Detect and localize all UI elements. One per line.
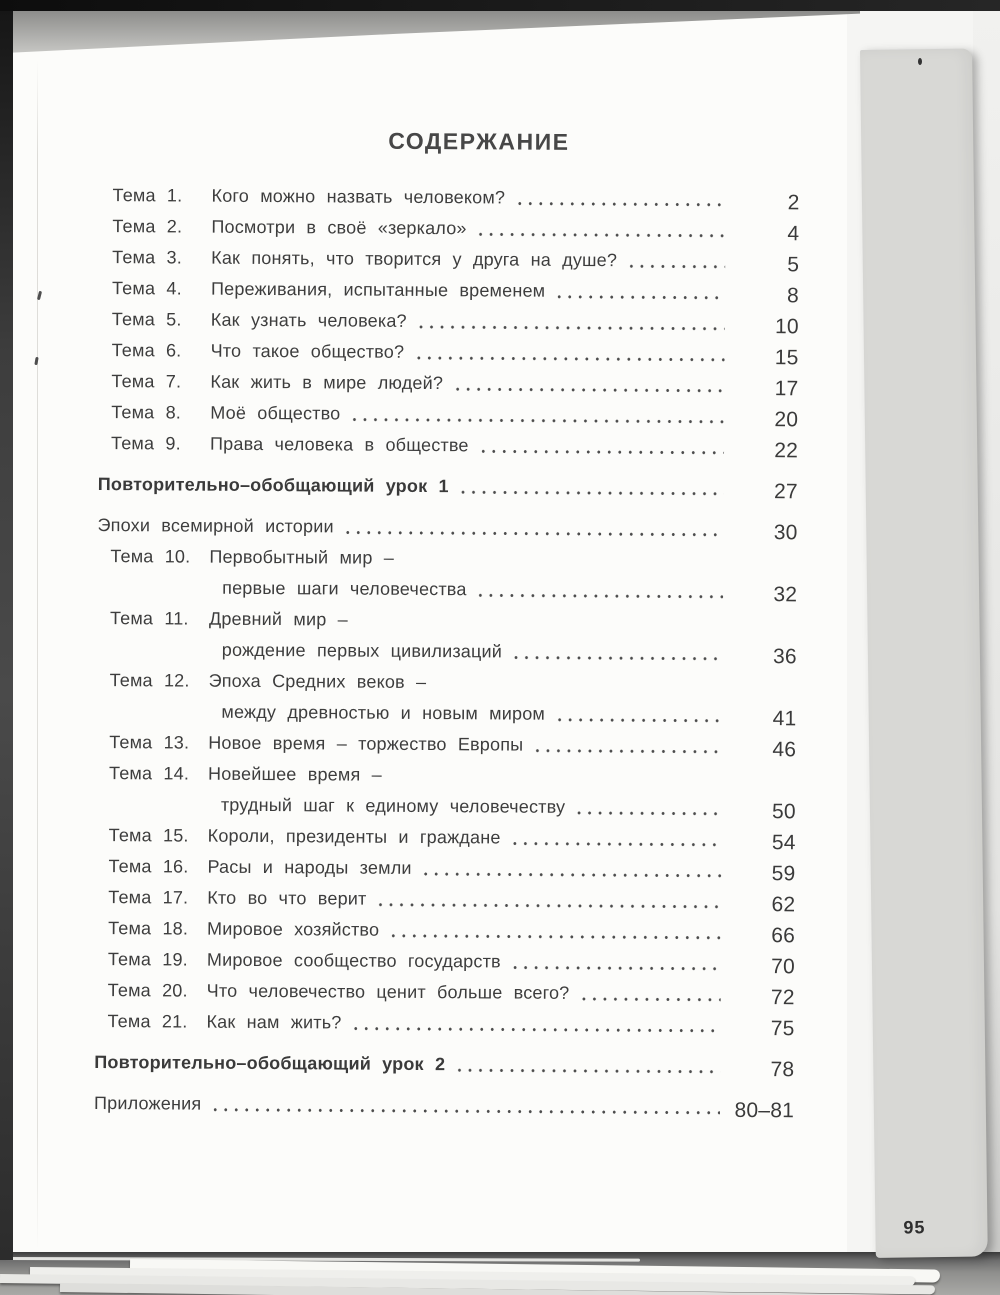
- toc-entry-number: Тема 14.: [108, 763, 190, 784]
- toc-entry-continuation: [97, 634, 797, 669]
- toc-entry-number: Тема 11.: [109, 608, 189, 629]
- toc-entry-page: 5: [787, 253, 800, 277]
- toc-entry: [99, 335, 799, 370]
- toc-entry-page: 80–81: [734, 1098, 795, 1123]
- toc-entry: [99, 211, 799, 246]
- underlying-page-edge: [860, 49, 988, 1258]
- toc-entry-page: 50: [771, 800, 796, 824]
- toc-entry: [97, 665, 797, 700]
- toc-entry-continuation: [97, 572, 797, 607]
- continuation-indent: [96, 696, 221, 728]
- dot-leader: [511, 656, 723, 661]
- toc-entry-title: трудный шаг к единому человечеству: [220, 794, 566, 817]
- toc-entry-page: 54: [771, 831, 796, 855]
- toc-entry-title: Как нам жить?: [206, 1011, 342, 1033]
- toc-entry-title: Эпохи всемирной истории: [97, 514, 334, 537]
- continuation-indent: [96, 789, 221, 821]
- dot-leader: [210, 1108, 720, 1115]
- toc-entry-title: между древностью и новым миром: [221, 701, 546, 724]
- toc-entry-title: Расы и народы земли: [207, 856, 412, 878]
- page-number: 95: [903, 1217, 926, 1238]
- toc-entry-page: 22: [774, 439, 799, 463]
- toc-entry: [95, 975, 795, 1010]
- dot-leader: [574, 811, 722, 816]
- toc-entry-number: Тема 10.: [110, 546, 191, 567]
- toc-entry-title: Права человека в обществе: [210, 433, 469, 456]
- toc-entry-page: 59: [771, 862, 796, 886]
- toc-entry-title: Новое время – торжество Европы: [208, 732, 524, 755]
- toc-entry-title: Повторительно–обобщающий урок 2: [94, 1051, 446, 1075]
- toc-entry-title: Что человечество ценит больше всего?: [206, 980, 570, 1003]
- toc-entry-title: Как жить в мире людей?: [210, 371, 444, 394]
- toc-entry-number: Тема 2.: [112, 216, 183, 237]
- toc-entry-page: 70: [771, 955, 795, 979]
- dot-leader: [478, 449, 724, 455]
- toc-content: [94, 126, 800, 1123]
- toc-entry-title: Моё общество: [210, 402, 341, 424]
- toc-entry-title: Кто во что верит: [207, 887, 367, 909]
- toc-entry-page: 72: [770, 986, 795, 1010]
- toc-entry-title: Повторительно–обобщающий урок 1: [97, 473, 449, 497]
- toc-entry: [95, 851, 795, 886]
- scanner-edge-left: [0, 0, 13, 1260]
- toc-entry: [94, 1006, 794, 1041]
- toc-entry-title: Посмотри в своё «зеркало»: [211, 216, 467, 239]
- toc-entry-page: 36: [772, 645, 797, 669]
- toc-entry-title: Мировое сообщество государств: [206, 949, 501, 972]
- continuation-indent: [97, 572, 222, 604]
- toc-entry-number: Тема 21.: [107, 1011, 188, 1032]
- toc-entry-title: Что такое общество?: [210, 340, 405, 362]
- toc-entry-page: 30: [773, 521, 798, 545]
- toc-entry-page: 10: [774, 315, 799, 339]
- continuation-indent: [97, 634, 222, 666]
- dot-leader: [343, 530, 724, 536]
- dot-leader: [578, 997, 720, 1002]
- toc-entry: [99, 180, 799, 215]
- toc-entry: [98, 428, 798, 463]
- dot-leader: [421, 872, 722, 878]
- toc-entry: [96, 727, 796, 762]
- dot-leader: [626, 264, 725, 269]
- toc-entry-number: Тема 5.: [111, 309, 182, 330]
- dot-leader: [514, 202, 725, 207]
- toc-entry-continuation: [96, 789, 796, 824]
- dot-leader: [510, 966, 721, 971]
- scanner-edge-top: [0, 0, 1000, 11]
- toc-entry-page: 4: [787, 222, 800, 246]
- toc-entry-page: 66: [771, 924, 796, 948]
- dot-leader: [476, 232, 726, 238]
- toc-entry: [98, 469, 798, 504]
- toc-entry-page: 62: [771, 893, 796, 917]
- toc-entry-title: первые шаги человечества: [222, 577, 467, 600]
- dot-leader: [375, 903, 721, 909]
- toc-entry-number: Тема 20.: [107, 980, 188, 1001]
- toc-entry-number: Тема 3.: [112, 247, 183, 268]
- page-title: СОДЕРЖАНИЕ: [388, 127, 570, 155]
- dot-leader: [452, 387, 724, 393]
- toc-entry-page: 17: [774, 377, 799, 401]
- toc-entry: [97, 541, 797, 576]
- toc-entry-number: Тема 8.: [111, 402, 182, 423]
- toc-entry-page: 41: [772, 707, 797, 731]
- toc-entry-title: Мировое хозяйство: [207, 918, 380, 940]
- dot-leader: [532, 749, 722, 754]
- toc-entry-page: 2: [787, 191, 800, 215]
- toc-entry-page: 27: [773, 480, 798, 504]
- page-crease-line: [37, 60, 38, 1250]
- toc-entry: [99, 242, 799, 277]
- dot-leader: [454, 1068, 720, 1074]
- dot-leader: [416, 325, 725, 331]
- toc-entry: [94, 1047, 794, 1082]
- toc-entry-title: Эпоха Средних веков –: [208, 670, 427, 693]
- toc-entry: [97, 603, 797, 638]
- toc-entry: [98, 366, 798, 401]
- toc-list: [94, 180, 800, 1123]
- toc-entry-page: 15: [774, 346, 799, 370]
- toc-entry: [95, 882, 795, 917]
- toc-entry: [94, 1088, 794, 1123]
- toc-entry-title: Кого можно назвать человеком?: [211, 185, 506, 208]
- toc-entry-continuation: [96, 696, 796, 731]
- toc-entry-number: Тема 7.: [111, 371, 182, 392]
- toc-entry: [99, 304, 799, 339]
- toc-entry-page: 32: [773, 583, 798, 607]
- dot-leader: [510, 842, 722, 847]
- toc-entry: [98, 397, 798, 432]
- toc-entry-number: Тема 13.: [109, 732, 190, 753]
- toc-entry-number: Тема 18.: [108, 918, 189, 939]
- dot-leader: [351, 1027, 721, 1033]
- toc-entry-title: Новейшее время –: [207, 763, 382, 785]
- toc-entry-title: Приложения: [93, 1092, 202, 1114]
- toc-entry-number: Тема 16.: [108, 856, 189, 877]
- dot-leader: [349, 418, 724, 424]
- toc-entry: [96, 758, 796, 793]
- toc-entry-number: Тема 1.: [112, 185, 183, 206]
- dot-leader: [458, 490, 724, 496]
- dot-leader: [388, 934, 721, 940]
- toc-entry: [97, 510, 797, 545]
- toc-entry-number: Тема 15.: [108, 825, 189, 846]
- toc-entry-number: Тема 17.: [108, 887, 189, 908]
- scan-speck: [918, 58, 922, 65]
- toc-entry: [96, 820, 796, 855]
- toc-entry: [95, 944, 795, 979]
- toc-entry-page: 20: [774, 408, 799, 432]
- toc-entry-number: Тема 6.: [111, 340, 182, 361]
- toc-entry-title: Первобытный мир –: [209, 546, 395, 568]
- toc-entry-page: 78: [770, 1058, 795, 1082]
- dot-leader: [413, 356, 724, 362]
- dot-leader: [554, 718, 722, 723]
- toc-entry-title: Переживания, испытанные временем: [210, 278, 546, 301]
- dot-leader: [476, 593, 724, 599]
- toc-entry-page: 75: [770, 1017, 795, 1041]
- toc-entry-number: Тема 9.: [111, 433, 181, 454]
- toc-entry-title: Короли, президенты и граждане: [207, 825, 501, 848]
- toc-entry: [99, 273, 799, 308]
- toc-entry-number: Тема 12.: [109, 670, 190, 691]
- toc-entry: [95, 913, 795, 948]
- toc-entry-page: 46: [772, 738, 797, 762]
- toc-entry-number: Тема 19.: [107, 949, 188, 970]
- toc-entry-title: Как узнать человека?: [210, 309, 407, 331]
- toc-entry-page: 8: [787, 284, 800, 308]
- toc-entry-title: Как понять, что творится у друга на душе?: [211, 247, 618, 271]
- toc-entry-title: рождение первых цивилизаций: [221, 639, 503, 662]
- toc-entry-number: Тема 4.: [111, 278, 182, 299]
- dot-leader: [554, 295, 725, 300]
- toc-entry-title: Древний мир –: [208, 608, 348, 630]
